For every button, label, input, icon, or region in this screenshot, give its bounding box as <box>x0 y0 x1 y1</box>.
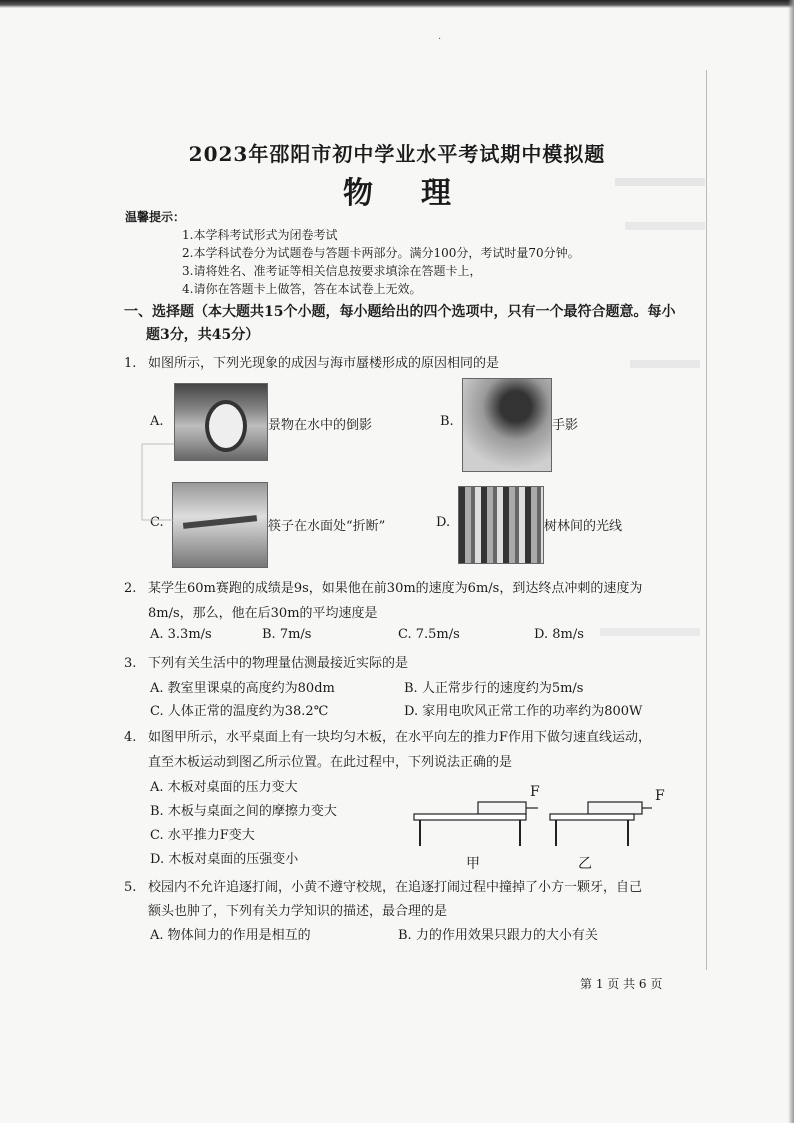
option: C. 水平推力F变大 <box>150 828 255 843</box>
wooden-board <box>478 802 526 814</box>
option: A. 教室里课桌的高度约为80dm <box>150 681 335 696</box>
tip-item: 2.本学科试卷分为试题卷与答题卡两部分。满分100分，考试时量70分钟。 <box>182 246 580 260</box>
question-2-cont: 8m/s，那么，他在后30m的平均速度是 <box>148 606 378 621</box>
option-text: 景物在水中的倒影 <box>268 418 373 433</box>
option: C. 7.5m/s <box>398 627 460 642</box>
force-label: F <box>530 784 540 800</box>
option-letter: C. <box>150 515 164 530</box>
question-number: 1. <box>124 356 137 371</box>
tips-label: 温馨提示： <box>125 210 186 224</box>
question-4 <box>124 726 651 745</box>
option: B. 木板与桌面之间的摩擦力变大 <box>150 804 337 819</box>
tip-item: 1.本学科考试形式为闭卷考试 <box>182 228 338 242</box>
question-number: 5. <box>124 880 137 895</box>
option: A. 物体间力的作用是相互的 <box>150 928 311 943</box>
forest-light-photo <box>458 486 544 564</box>
option-text: 树林间的光线 <box>544 519 623 534</box>
exam-subject: 物理 <box>343 176 499 211</box>
figure-label-a: 甲 <box>466 856 480 872</box>
option-letter: A. <box>150 414 164 429</box>
question-stem: 如图甲所示，水平桌面上有一块均匀木板，在水平向左的推力F作用下做匀速直线运动， <box>148 730 652 745</box>
bleed-through-mark <box>600 628 700 636</box>
page-footer: 第 1 页 共 6 页 <box>580 977 663 991</box>
section-heading: 一、选择题（本大题共15个小题，每小题给出的四个选项中，只有一个最符合题意。每小 <box>124 304 676 320</box>
bleed-through-circuit <box>138 440 188 530</box>
reflection-photo <box>174 383 268 461</box>
question-number: 3. <box>124 656 137 671</box>
tip-item: 3.请将姓名、准考证等相关信息按要求填涂在答题卡上， <box>182 264 482 278</box>
scan-speck: · <box>438 34 442 45</box>
question-1 <box>124 352 499 371</box>
question-stem: 某学生60m赛跑的成绩是9s，如果他在前30m的速度为6m/s，到达终点冲刺的速度为 <box>148 581 643 596</box>
option: B. 力的作用效果只跟力的大小有关 <box>398 928 598 943</box>
table-top <box>414 814 526 820</box>
question-5 <box>124 876 642 895</box>
question-2 <box>124 577 642 596</box>
figure-label-b: 乙 <box>578 856 592 872</box>
question-stem: 校园内不允许追逐打闹，小黄不遵守校规，在追逐打闹过程中撞掉了小方一颗牙，自己 <box>148 880 643 895</box>
option-text: 手影 <box>552 418 579 433</box>
option-letter: B. <box>440 414 454 429</box>
question-5-cont: 额头也肿了，下列有关力学知识的描述，最合理的是 <box>148 904 448 919</box>
question-number: 4. <box>124 730 137 745</box>
question-4-cont: 直至木板运动到图乙所示位置。在此过程中，下列说法正确的是 <box>148 755 513 770</box>
wooden-board <box>588 802 642 814</box>
option: D. 8m/s <box>534 627 584 642</box>
option-text: 筷子在水面处“折断” <box>268 519 386 534</box>
option: B. 7m/s <box>262 627 312 642</box>
hand-shadow-photo <box>462 378 552 472</box>
question-stem: 下列有关生活中的物理量估测最接近实际的是 <box>148 656 409 671</box>
bleed-through-mark <box>625 222 705 230</box>
table-top <box>550 814 634 820</box>
option: D. 家用电吹风正常工作的功率约为800W <box>404 704 643 719</box>
tip-item: 4.请你在答题卡上做答，答在本试卷上无效。 <box>182 282 422 296</box>
option: A. 3.3m/s <box>150 627 212 642</box>
option: B. 人正常步行的速度约为5m/s <box>404 681 584 696</box>
option-letter: D. <box>436 515 451 530</box>
exam-title: 2023年邵阳市初中学业水平考试期中模拟题 <box>188 142 606 166</box>
table-figure-a <box>412 788 542 848</box>
section-heading-cont: 题3分，共45分） <box>146 327 260 343</box>
question-stem: 如图所示，下列光现象的成因与海市蜃楼形成的原因相同的是 <box>148 356 500 371</box>
option: A. 木板对桌面的压力变大 <box>150 780 298 795</box>
bleed-through-mark <box>630 360 700 368</box>
question-3 <box>124 652 408 671</box>
option: D. 木板对桌面的压强变小 <box>150 852 299 867</box>
force-label: F <box>655 788 665 804</box>
option: C. 人体正常的温度约为38.2℃ <box>150 704 329 719</box>
scan-edge-top <box>0 0 794 8</box>
question-number: 2. <box>124 581 137 596</box>
